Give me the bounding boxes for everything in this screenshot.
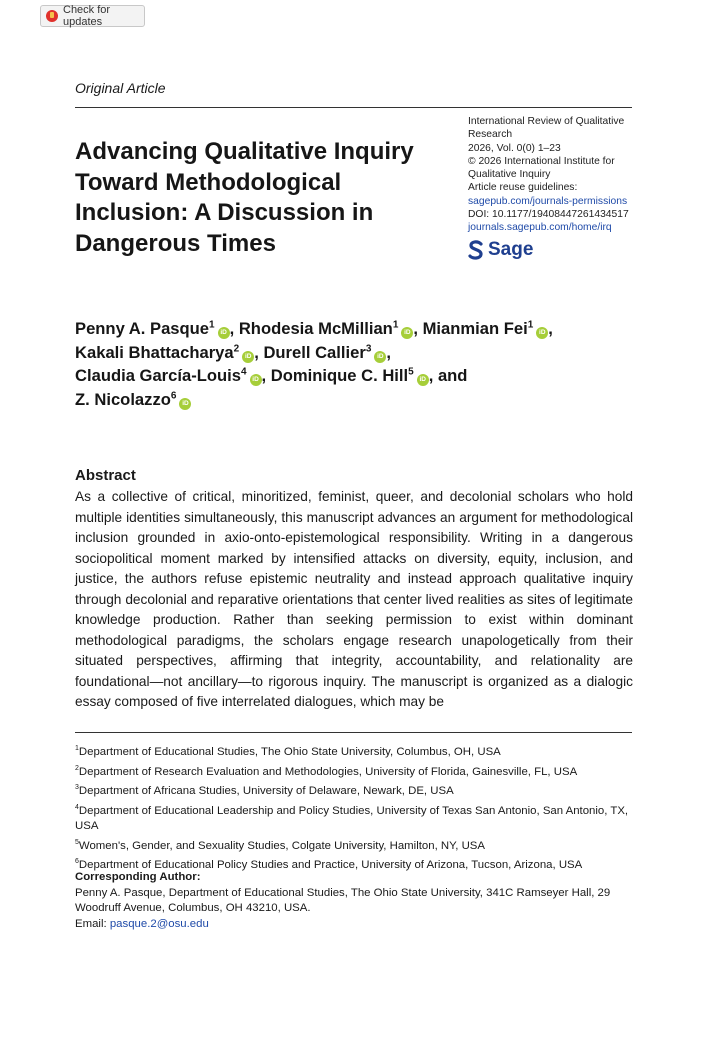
sage-s-icon xyxy=(468,240,484,260)
author-affiliation-number: 1 xyxy=(392,319,399,331)
affiliation-text: Department of Research Evaluation and Methodologies, University of Florida, Gainesville, FL, USA xyxy=(78,765,578,778)
author-affiliation-number: 1 xyxy=(209,319,215,331)
affiliation-text: Department of Africana Studies, University of Delaware, Newark, DE, USA xyxy=(78,784,454,797)
author-affiliation-number: 2 xyxy=(233,342,240,354)
affiliation-item xyxy=(75,780,641,800)
author-separator: , xyxy=(261,366,271,385)
author-affiliation-number: 4 xyxy=(240,366,247,378)
author-name: Penny A. Pasque xyxy=(75,319,210,338)
author xyxy=(75,390,191,409)
author xyxy=(423,319,553,338)
abstract-body: As a collective of critical, minoritized, feminist, queer, and decolonial scholars who hold multiple identities simultaneously, this manuscript advances an argument for methodological inclusion grounded in axio-onto-epistemological responsibility. Writing in a dangerous sociopolitical moment marked by intensified attacks on diversity, equity, inclusion, and justice, the authors refuse epistemic neutrality and instead approach qualitative inquiry through decolonial and reparative orientations that center lived realities as sites of legitimate knowledge production. Rather than seeking permission to exist within dominant methodological paradigms, the scholars engage research unapologetically from their situated perspectives, affirming that integrity, accountability, and relationality are foundational—not ancillary—to rigorous inquiry. The manuscript is organized as a dialogic essay composed of five interrelated dialogues, which may be xyxy=(75,489,633,709)
affiliation-number: 6 xyxy=(75,858,79,866)
affiliation-item xyxy=(75,761,641,781)
orcid-icon[interactable]: iD xyxy=(417,374,429,386)
sage-logo xyxy=(468,240,648,260)
author-affiliation-number: 5 xyxy=(408,366,414,378)
author xyxy=(263,343,391,362)
author-affiliation-number: 3 xyxy=(365,342,372,354)
email-link[interactable]: pasque.2@osu.edu xyxy=(109,918,209,931)
author-name: Rhodesia McMillian xyxy=(238,319,393,338)
affiliation-number: 1 xyxy=(75,745,79,752)
orcid-icon[interactable]: iD xyxy=(374,351,386,363)
abstract-heading: Abstract xyxy=(75,467,136,484)
affiliation-number: 3 xyxy=(75,784,79,791)
affiliation-text: Department of Educational Studies, The Ohio State University, Columbus, OH, USA xyxy=(78,745,501,758)
author xyxy=(75,319,239,338)
journal-volume: 2026, Vol. 0(0) 1–23 xyxy=(468,142,561,154)
orcid-icon[interactable]: iD xyxy=(536,327,548,339)
author-list xyxy=(75,317,645,411)
corresponding-author xyxy=(75,870,645,933)
author xyxy=(75,366,271,385)
email-label: Email: xyxy=(75,918,107,931)
author-name: Z. Nicolazzo xyxy=(75,389,171,409)
footnote-rule xyxy=(75,732,632,733)
affiliation-text: Women's, Gender, and Sexuality Studies, Colgate University, Hamilton, NY, USA xyxy=(78,839,486,852)
corresponding-author-heading: Corresponding Author: xyxy=(75,871,201,883)
journal-copyright-line1: © 2026 International Institute for xyxy=(468,155,615,167)
affiliation-item xyxy=(75,835,641,855)
affiliation-item xyxy=(75,800,641,835)
journal-name-line2: Research xyxy=(468,129,513,141)
crossmark-icon xyxy=(46,10,58,22)
orcid-icon[interactable]: iD xyxy=(401,327,413,339)
author-affiliation-number: 1 xyxy=(527,319,534,331)
orcid-icon[interactable]: iD xyxy=(218,327,230,339)
doi: DOI: 10.1177/19408447261434517 xyxy=(468,209,629,221)
journal-name-line1: International Review of Qualitative xyxy=(468,116,625,127)
header-rule xyxy=(75,107,632,108)
author-name: Mianmian Fei xyxy=(422,319,528,338)
corresponding-address-line2: Woodruff Avenue, Columbus, OH 43210, USA. xyxy=(75,902,311,915)
affiliation-number: 4 xyxy=(75,803,79,811)
author-name: Dominique C. Hill xyxy=(270,366,409,385)
author-name: Claudia García-Louis xyxy=(75,366,241,385)
corresponding-email-row xyxy=(75,917,645,933)
author-separator: , xyxy=(254,342,264,362)
affiliation-list xyxy=(75,741,641,874)
affiliation-text: Department of Educational Policy Studies and Practice, University of Arizona, Tucson, Arizona, USA xyxy=(78,859,583,871)
sage-wordmark: Sage xyxy=(488,239,534,261)
author-separator: , and xyxy=(428,366,468,385)
corresponding-address-line1: Penny A. Pasque, Department of Educational Studies, The Ohio State University, 341C Ramseyer Hall, 29 xyxy=(75,886,611,899)
affiliation-text: Department of Educational Leadership and Policy Studies, University of Texas San Antonio, San Antonio, TX, USA xyxy=(75,804,629,832)
check-for-updates-label: Check for updates xyxy=(63,4,111,28)
author-name: Kakali Bhattacharya xyxy=(75,342,234,362)
journal-home-link[interactable]: journals.sagepub.com/home/irq xyxy=(468,222,612,234)
author-separator: , xyxy=(229,319,239,338)
author-separator: , xyxy=(413,319,423,338)
check-for-updates-button[interactable] xyxy=(40,5,145,27)
author xyxy=(75,343,263,362)
permissions-link[interactable]: sagepub.com/journals-permissions xyxy=(468,195,628,207)
author-separator: , xyxy=(386,342,391,362)
author-affiliation-number: 6 xyxy=(170,389,177,401)
journal-info xyxy=(468,115,648,260)
affiliation-number: 2 xyxy=(75,764,79,772)
orcid-icon[interactable]: iD xyxy=(242,351,254,363)
journal-copyright-line2: Qualitative Inquiry xyxy=(468,169,551,181)
author xyxy=(239,319,423,338)
article-type: Original Article xyxy=(75,80,166,96)
article-title: Advancing Qualitative Inquiry Toward Methodological Inclusion: A Discussion in Dangerous Times xyxy=(75,138,414,257)
author-separator: , xyxy=(548,319,553,338)
orcid-icon[interactable]: iD xyxy=(250,374,262,386)
reuse-guidelines-label: Article reuse guidelines: xyxy=(468,182,578,194)
author-name: Durell Callier xyxy=(263,342,366,362)
orcid-icon[interactable]: iD xyxy=(179,398,191,410)
author xyxy=(271,366,468,385)
affiliation-item xyxy=(75,741,641,761)
affiliation-number: 5 xyxy=(75,838,79,846)
